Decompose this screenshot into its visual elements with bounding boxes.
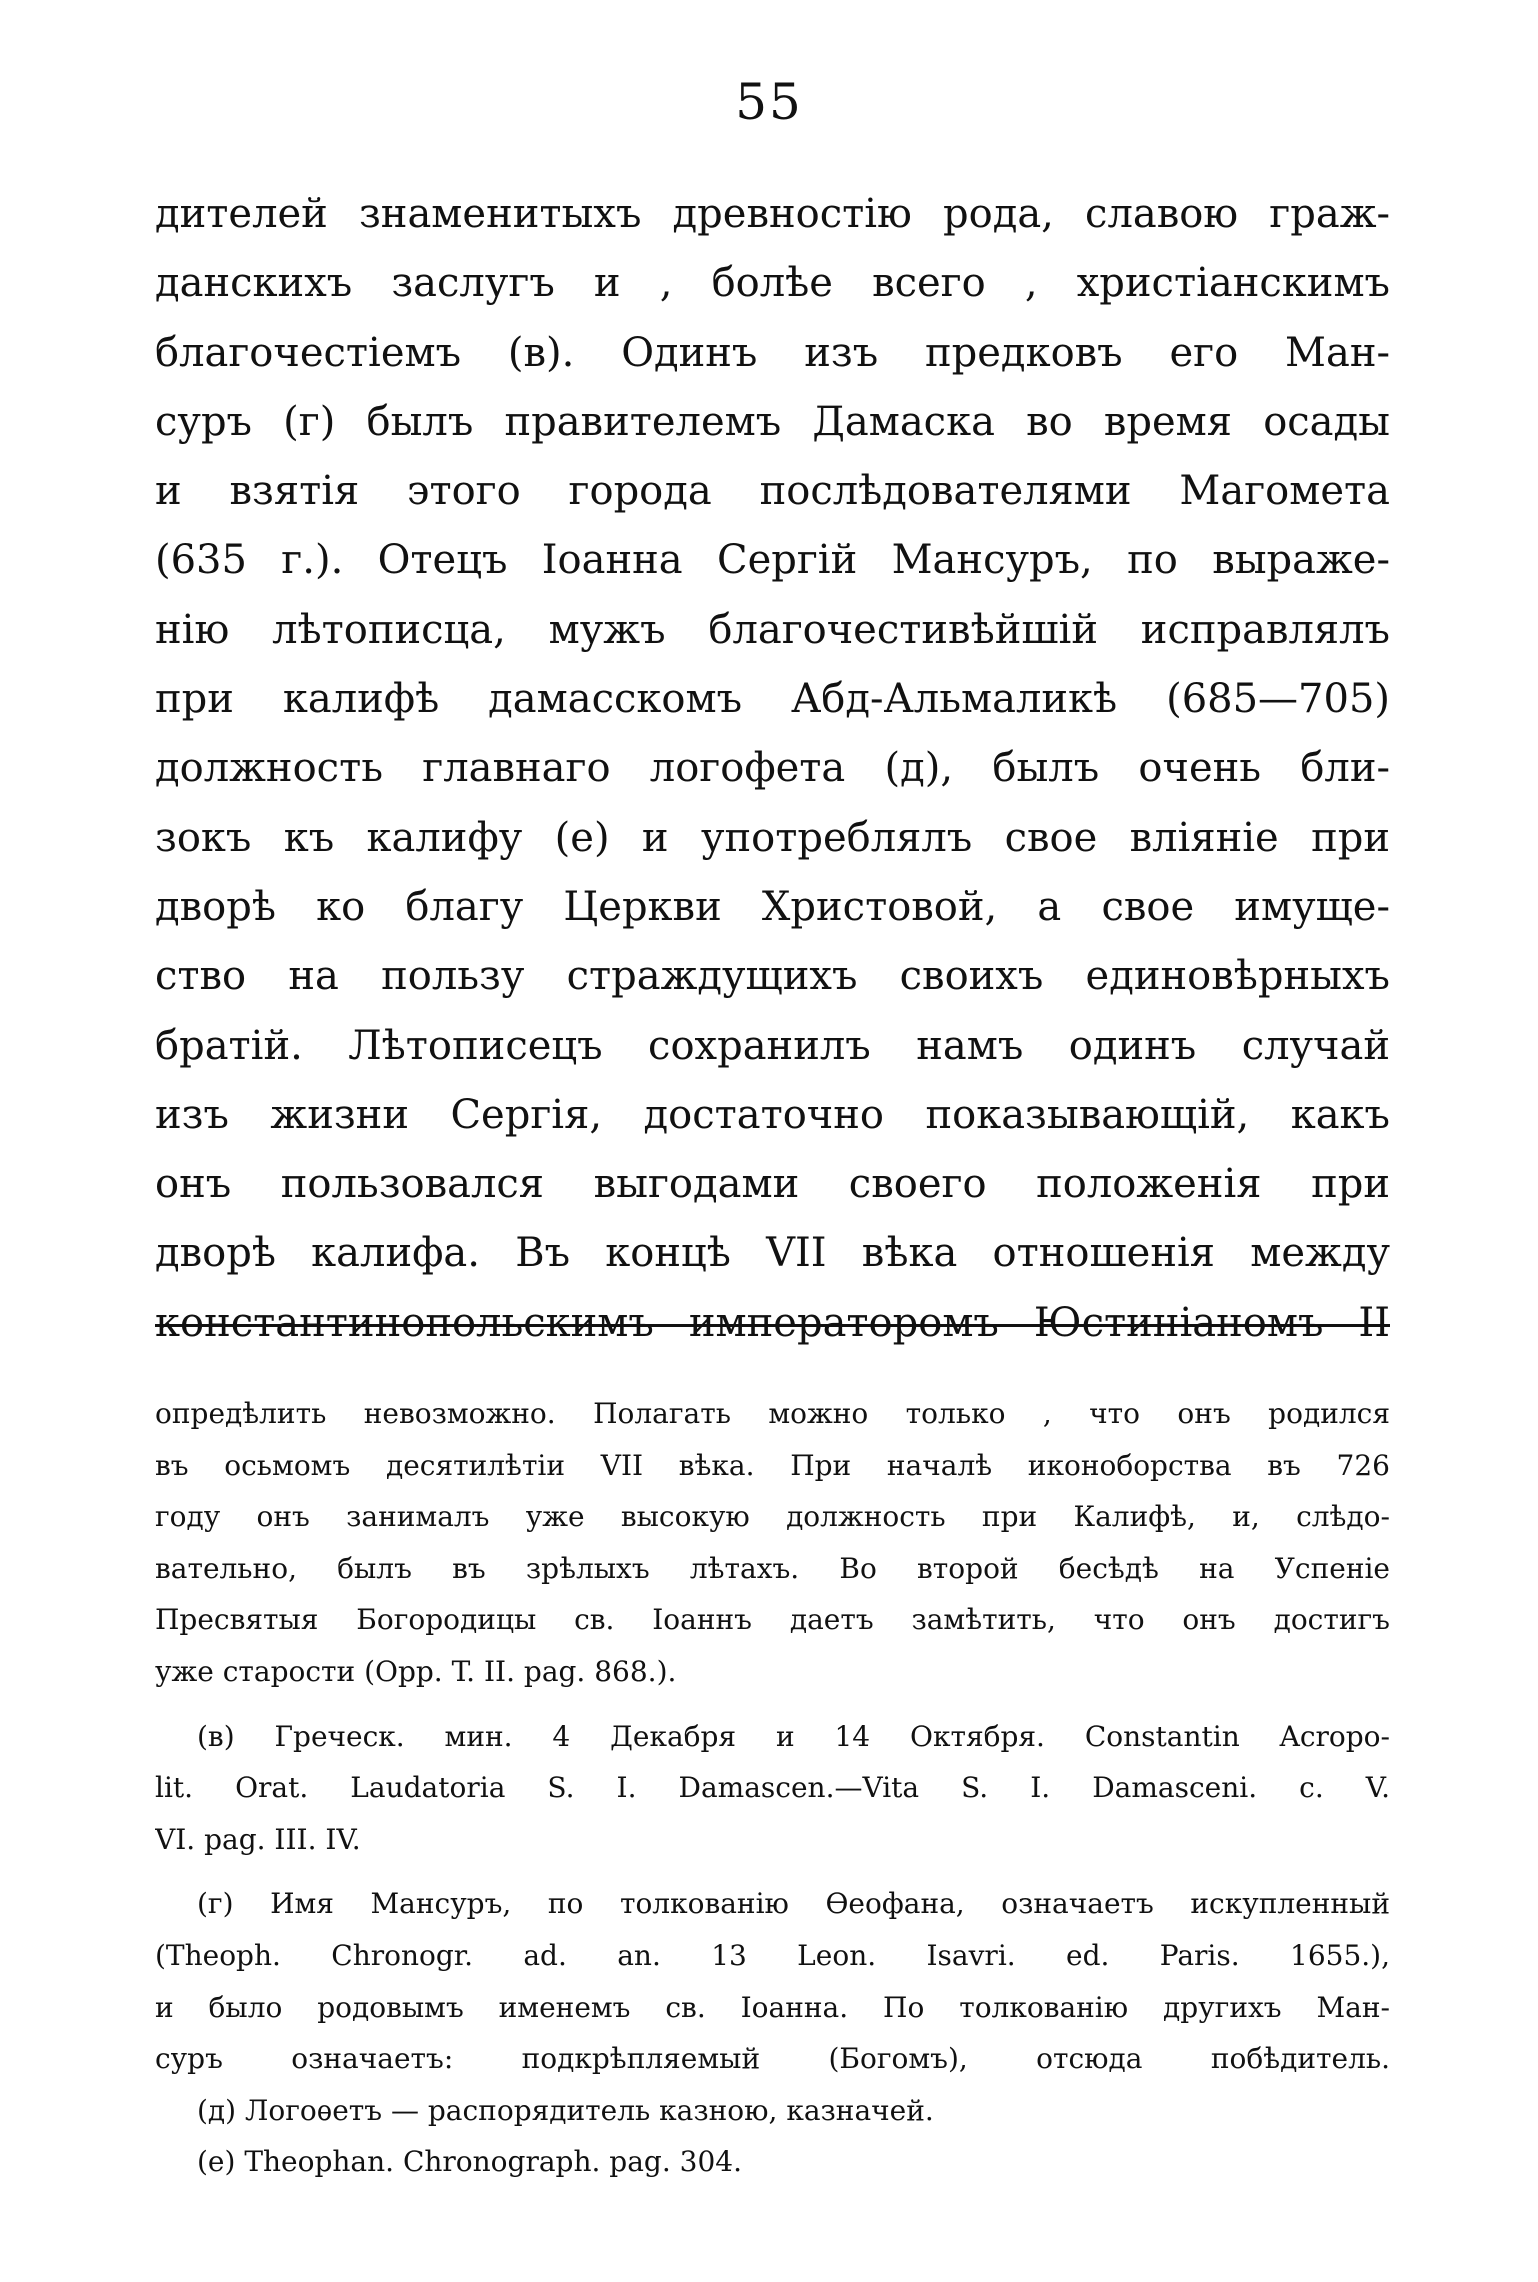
main-text-line: благочестіемъ (в). Одинъ изъ предковъ его Ман- <box>155 329 1390 376</box>
footnote-d <box>155 2085 1390 2137</box>
footnote-line: въ осьмомъ десятилѣтіи VII вѣка. При началѣ иконоборства въ 726 <box>155 1448 1390 1482</box>
main-text-line: должность главнаго логофета (д), былъ очень бли- <box>155 745 1390 792</box>
footnotes <box>155 1388 1390 2188</box>
main-text-line: константинопольскимъ императоромъ Юстиніаномъ II <box>155 1299 1390 1346</box>
footnote-continuation <box>155 1388 1390 1698</box>
footnote-line: VI. pag. III. IV. <box>155 1822 361 1856</box>
main-text-line: суръ (г) былъ правителемъ Дамаска во время осады <box>155 398 1390 445</box>
footnote-line: суръ означаетъ: подкрѣпляемый (Богомъ), отсюда побѣдитель. <box>155 2042 1390 2076</box>
footnote-e <box>155 2136 1390 2188</box>
footnote-line: Пресвятыя Богородицы св. Іоаннъ даетъ замѣтить, что онъ достигъ <box>155 1603 1390 1637</box>
main-text <box>155 180 1390 1358</box>
footnote-line: вательно, былъ въ зрѣлыхъ лѣтахъ. Во второй бесѣдѣ на Успеніе <box>155 1551 1390 1585</box>
footnote-line: (г) Имя Мансуръ, по толкованію Ѳеофана, означаетъ искупленный <box>197 1887 1390 1921</box>
page-number: 55 <box>735 73 803 131</box>
main-text-line: дворѣ калифа. Въ концѣ VII вѣка отношенія между <box>155 1230 1390 1277</box>
footnote-line: опредѣлить невозможно. Полагать можно только , что онъ родился <box>155 1397 1390 1430</box>
footnote-line: (в) Греческ. мин. 4 Декабря и 14 Октября. Constantin Acropo- <box>197 1719 1390 1753</box>
footnote-line: (д) Логоѳетъ — распорядитель казною, казначей. <box>197 2093 934 2127</box>
main-text-line: дителей знаменитыхъ древностію рода, славою граж- <box>155 191 1390 237</box>
main-text-line: при калифѣ дамасскомъ Абд-Альмаликѣ (685—705) <box>155 676 1390 723</box>
main-text-line: данскихъ заслугъ и , болѣе всего , христіанскимъ <box>155 260 1390 307</box>
main-text-line: ство на пользу страждущихъ своихъ единовѣрныхъ <box>155 953 1390 1000</box>
footnote-v <box>155 1711 1390 1866</box>
footnote-line: (е) Theophan. Chronograph. pag. 304. <box>197 2145 742 2179</box>
footnote-line: и было родовымъ именемъ св. Іоанна. По толкованію другихъ Ман- <box>155 1990 1390 2024</box>
main-text-line: дворѣ ко благу Церкви Христовой, а свое имуще- <box>155 883 1390 930</box>
main-text-line: братій. Лѣтописецъ сохранилъ намъ одинъ случай <box>155 1022 1390 1069</box>
main-text-line: и взятія этого города послѣдователями Магомета <box>155 468 1390 515</box>
footnote-line: уже старости (Opp. T. II. pag. 868.). <box>155 1654 677 1688</box>
main-text-line: зокъ къ калифу (е) и употреблялъ свое вліяніе при <box>155 814 1390 861</box>
footnote-g <box>155 1878 1390 2084</box>
footnote-divider <box>155 1324 1390 1327</box>
main-text-line: нію лѣтописца, мужъ благочестивѣйшій исправлялъ <box>155 606 1390 653</box>
main-text-line: онъ пользовался выгодами своего положенія при <box>155 1161 1390 1208</box>
main-text-line: (635 г.). Отецъ Іоанна Сергій Мансуръ, по выраже- <box>155 537 1390 584</box>
footnote-line: (Theoph. Chronogr. ad. an. 13 Leon. Isavri. ed. Paris. 1655.), <box>155 1938 1390 1972</box>
footnote-line: lit. Orat. Laudatoria S. I. Damascen.—Vita S. I. Damasceni. c. V. <box>155 1771 1390 1805</box>
footnote-line: году онъ занималъ уже высокую должность при Калифѣ, и, слѣдо- <box>155 1500 1390 1534</box>
main-text-line: изъ жизни Сергія, достаточно показывающій, какъ <box>155 1091 1390 1138</box>
